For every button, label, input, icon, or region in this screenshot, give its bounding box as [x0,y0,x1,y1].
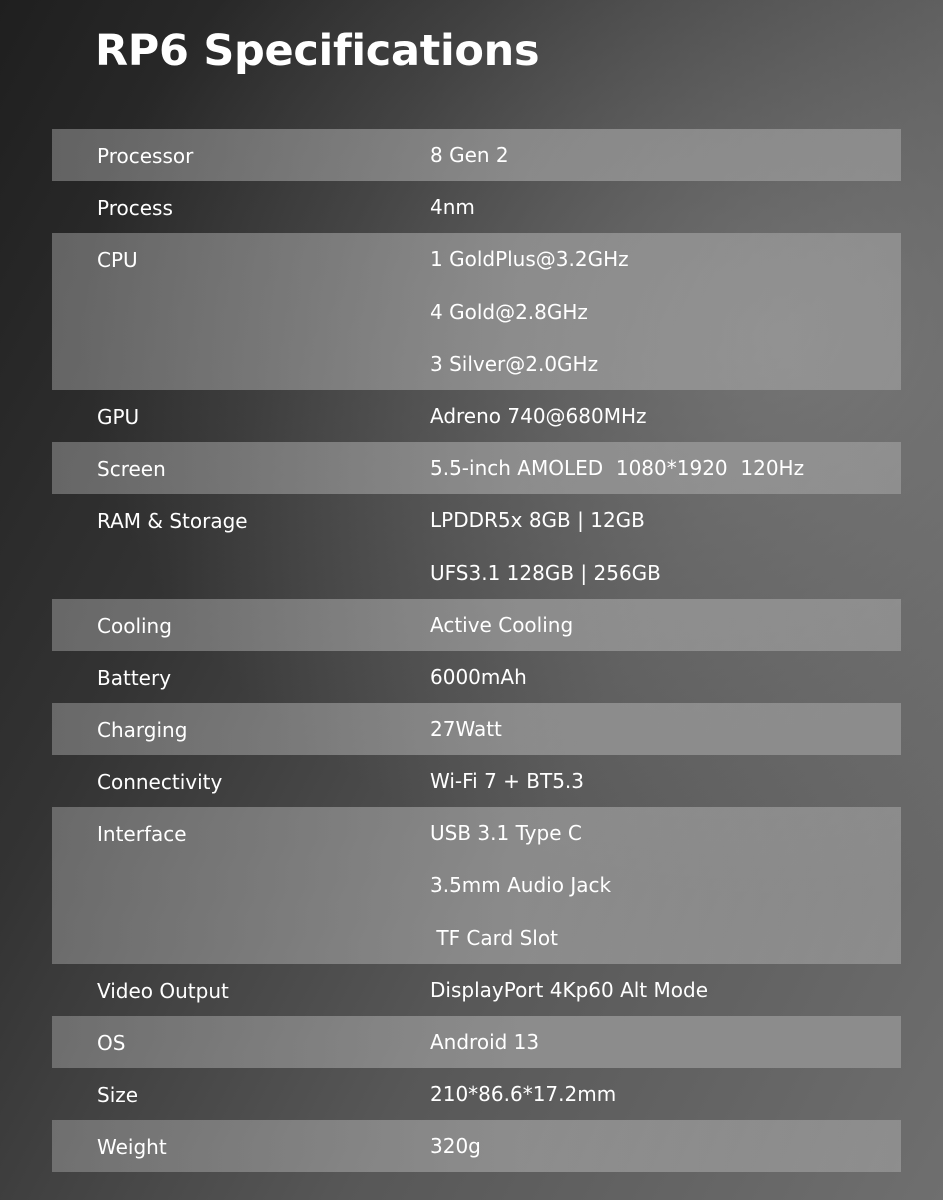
spec-value: 5.5-inch AMOLED 1080*1920 120Hz [430,456,805,480]
spec-value: 3.5mm Audio Jack [430,873,612,897]
spec-value: 6000mAh [430,664,527,689]
spec-value: Android 13 [430,1029,540,1054]
spec-values [430,244,901,380]
spec-row [52,1120,901,1172]
spec-row [52,651,901,703]
spec-value: 4nm [430,195,475,219]
spec-label: OS [97,1030,126,1055]
spec-value: 210*86.6*17.2mm [430,1081,617,1106]
spec-value: TF Card Slot [430,925,558,950]
spec-table [52,129,901,1172]
spec-value: DisplayPort 4Kp60 Alt Mode [430,977,708,1002]
spec-values [430,505,901,589]
spec-label: Weight [97,1134,167,1159]
spec-values [430,662,901,693]
spec-values [430,140,901,171]
spec-values [430,714,901,745]
page-title: RP6 Specifications [95,26,540,76]
spec-value: Wi-Fi 7 + BT5.3 [430,768,585,793]
spec-label: Charging [97,717,188,742]
spec-value: Active Cooling [430,612,574,637]
spec-label: Interface [97,821,187,846]
spec-values [430,766,901,797]
spec-label: RAM & Storage [97,509,248,533]
spec-label: Video Output [97,978,229,1003]
spec-value: 320g [430,1133,481,1158]
spec-values [430,401,901,432]
spec-row [52,233,901,390]
spec-row [52,599,901,651]
spec-values [430,1131,901,1162]
spec-row [52,755,901,807]
spec-row [52,964,901,1016]
spec-values [430,192,901,223]
spec-value: USB 3.1 Type C [430,820,582,845]
spec-value: LPDDR5x 8GB | 12GB [430,508,645,532]
spec-row [52,442,901,494]
spec-values [430,818,901,954]
spec-values [430,1027,901,1058]
spec-row [52,181,901,233]
spec-label: GPU [97,405,140,429]
spec-label: Size [97,1082,139,1107]
spec-value: 8 Gen 2 [430,143,509,167]
spec-value: 27Watt [430,716,502,741]
spec-row [52,807,901,964]
spec-values [430,975,901,1006]
spec-row [52,703,901,755]
spec-row [52,1068,901,1120]
spec-row [52,129,901,181]
spec-row [52,390,901,442]
spec-label: CPU [97,248,138,272]
spec-label: Cooling [97,613,172,638]
spec-value: 4 Gold@2.8GHz [430,299,588,324]
spec-label: Screen [97,457,166,481]
spec-label: Battery [97,665,172,690]
spec-value: UFS3.1 128GB | 256GB [430,560,661,585]
spec-value: 3 Silver@2.0GHz [430,352,599,376]
spec-values [430,610,901,641]
spec-values [430,1079,901,1110]
spec-value: Adreno 740@680MHz [430,404,647,428]
spec-label: Processor [97,144,194,168]
spec-label: Process [97,196,173,220]
spec-row [52,1016,901,1068]
spec-row [52,494,901,599]
spec-values [430,453,901,484]
spec-label: Connectivity [97,769,223,794]
spec-value: 1 GoldPlus@3.2GHz [430,247,629,271]
